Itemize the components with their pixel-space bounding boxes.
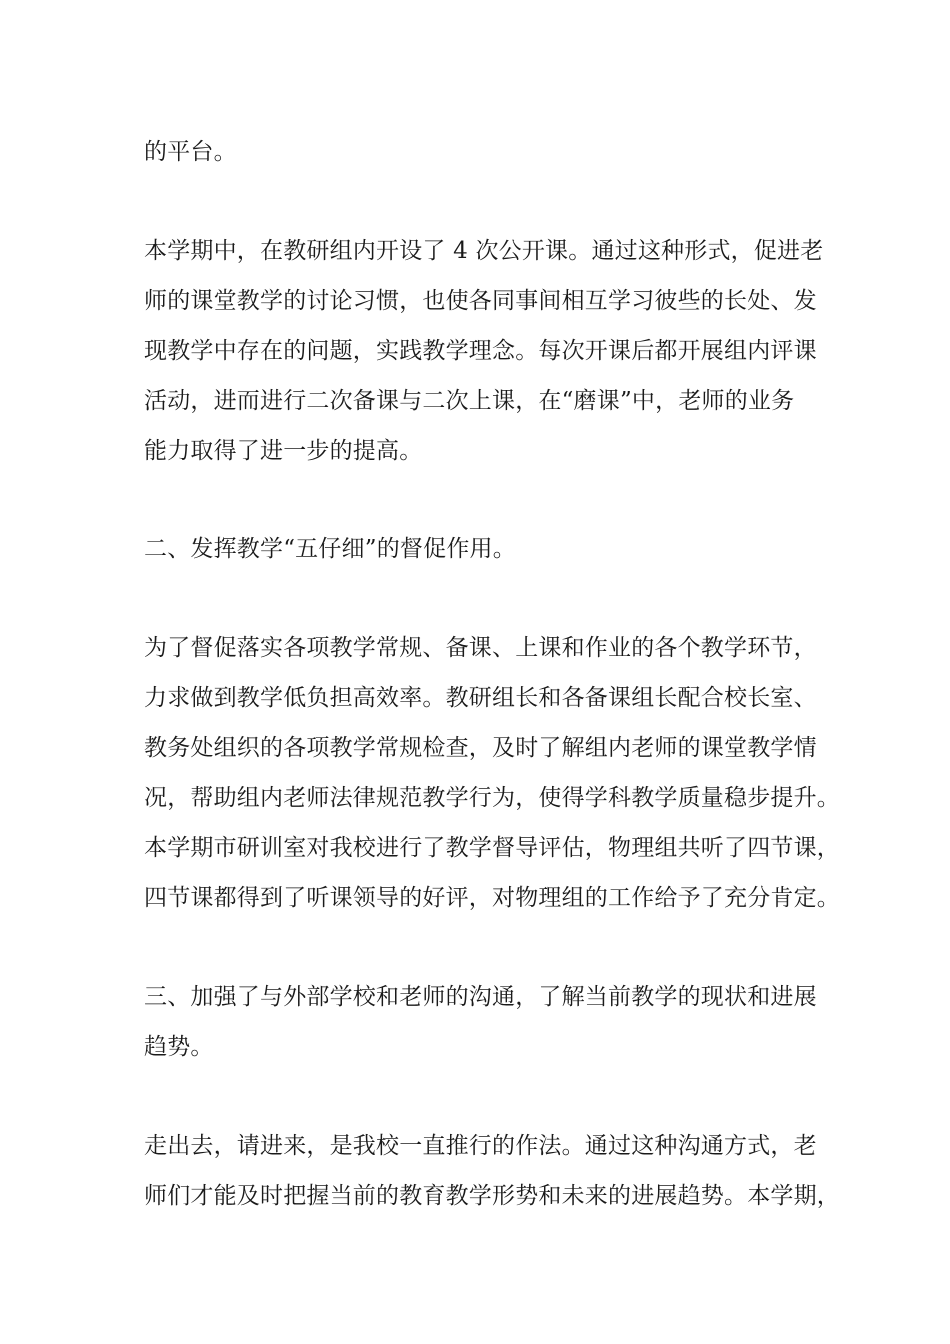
paragraph-line: 本学期中，在教研组内开设了 4 次公开课。通过这种形式，促进老 <box>144 238 824 264</box>
paragraph-line: 四节课都得到了听课领导的好评，对物理组的工作给予了充分肯定。 <box>144 885 840 911</box>
paragraph-line: 活动，进而进行二次备课与二次上课，在“磨课”中，老师的业务 <box>144 388 795 414</box>
section-heading: 三、加强了与外部学校和老师的沟通，了解当前教学的现状和进展 <box>144 984 817 1010</box>
paragraph-line: 本学期市研训室对我校进行了教学督导评估，物理组共听了四节课， <box>144 835 840 861</box>
paragraph-line: 教务处组织的各项教学常规检查，及时了解组内老师的课堂教学情 <box>144 735 817 761</box>
paragraph-line: 走出去，请进来，是我校一直推行的作法。通过这种沟通方式，老 <box>144 1133 817 1159</box>
paragraph-line: 现教学中存在的问题，实践教学理念。每次开课后都开展组内评课 <box>144 338 817 364</box>
section-heading: 趋势。 <box>144 1034 214 1060</box>
paragraph-line: 况，帮助组内老师法律规范教学行为，使得学科教学质量稳步提升。 <box>144 785 840 811</box>
section-heading: 二、发挥教学“五仔细”的督促作用。 <box>144 536 516 562</box>
paragraph-line: 为了督促落实各项教学常规、备课、上课和作业的各个教学环节， <box>144 635 817 661</box>
paragraph-line: 师们才能及时把握当前的教育教学形势和未来的进展趋势。本学期， <box>144 1183 840 1209</box>
paragraph-line: 力求做到教学低负担高效率。教研组长和各备课组长配合校长室、 <box>144 685 817 711</box>
paragraph-line: 师的课堂教学的讨论习惯，也使各同事间相互学习彼些的长处、发 <box>144 288 817 314</box>
paragraph-line: 能力取得了进一步的提高。 <box>144 438 423 464</box>
paragraph-line: 的平台。 <box>144 139 237 165</box>
